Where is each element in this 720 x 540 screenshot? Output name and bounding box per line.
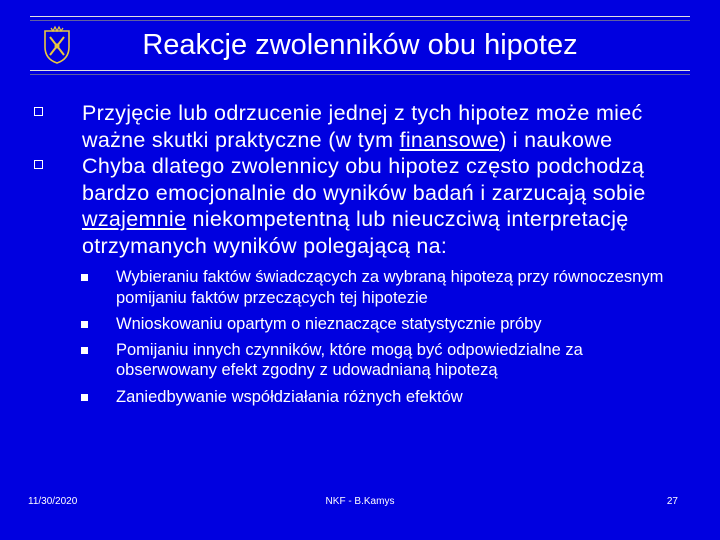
sub-bullet-text: Wybieraniu faktów świadczących za wybraną hipotezą przy równoczesnym pomijaniu faktów przeczących tej hipotezie (116, 268, 664, 307)
sub-bullet-text: Zaniedbywanie współdziałania różnych efektów (116, 387, 463, 406)
filled-square-bullet-icon (81, 394, 88, 401)
sub-bullet (79, 314, 674, 335)
filled-square-bullet-icon (81, 321, 88, 328)
slide-content (34, 100, 674, 413)
sub-bullet (79, 340, 674, 381)
main-bullet-1 (34, 100, 674, 153)
title-rule-top (30, 16, 690, 21)
sub-bullet (79, 267, 674, 308)
main-bullet-2 (34, 153, 674, 259)
underlined-word: finansowe (399, 127, 500, 152)
footer-date: 11/30/2020 (28, 496, 78, 507)
hollow-square-bullet-icon (34, 160, 43, 169)
sub-bullet-text: Wnioskowaniu opartym o nieznaczące statystycznie próby (116, 315, 542, 333)
hollow-square-bullet-icon (34, 107, 43, 116)
sub-bullet-text: Pomijaniu innych czynników, które mogą być odpowiedzialne za obserwowany efekt zgodny z udowadnianą hipotezą (116, 340, 583, 379)
bullet-text: niekompetentną lub nieuczciwą interpretację otrzymanych wyników polegającą na: (82, 207, 629, 258)
sub-bullet (79, 387, 674, 408)
title-bar (30, 16, 690, 66)
footer-author: NKF - B.Kamys (325, 496, 395, 507)
underlined-word: wzajemnie (82, 207, 187, 231)
title-rule-bottom (30, 70, 690, 75)
bullet-text: Przyjęcie lub odrzucenie jednej z tych hipotez może mieć ważne skutki praktyczne (w tym (82, 101, 643, 152)
filled-square-bullet-icon (81, 274, 88, 281)
sub-bullet-list (79, 267, 674, 407)
bullet-text: Chyba dlatego zwolennicy obu hipotez często podchodzą bardzo emocjonalnie do wyników badań i zarzucają sobie (82, 154, 646, 205)
slide-title: Reakcje zwolenników obu hipotez (142, 29, 578, 61)
filled-square-bullet-icon (81, 347, 88, 354)
bullet-text: ) i naukowe (499, 127, 613, 152)
footer-page-number: 27 (666, 496, 678, 507)
